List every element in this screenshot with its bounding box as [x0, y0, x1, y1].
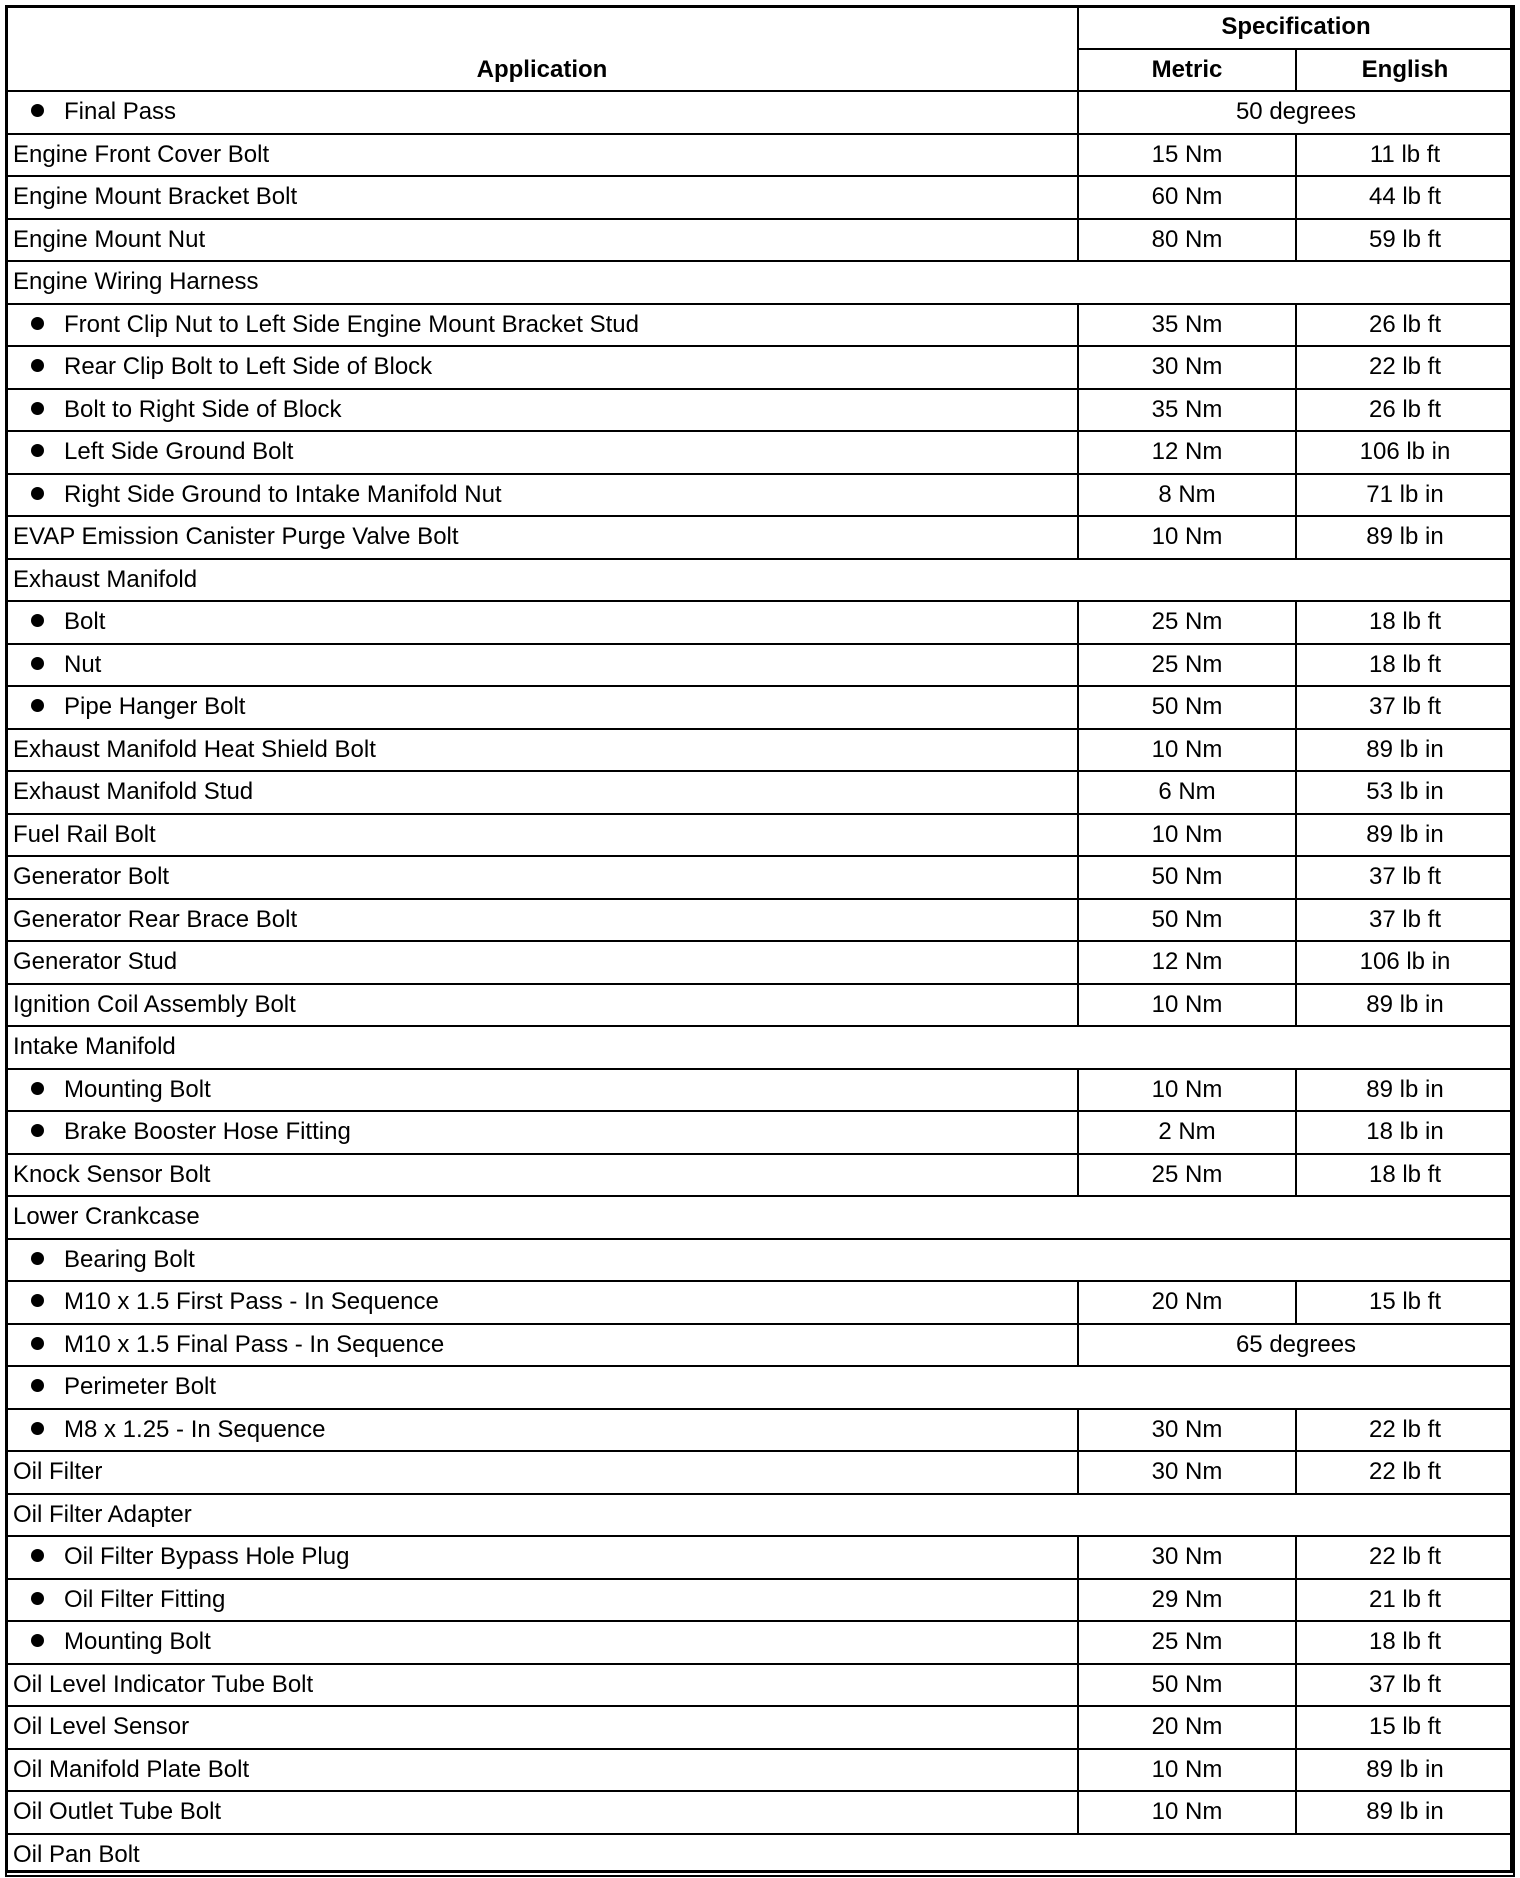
- english-value: 106 lb in: [1296, 431, 1514, 474]
- application-label: Bolt to Right Side of Block: [64, 395, 342, 423]
- english-value: 37 lb ft: [1296, 1664, 1514, 1707]
- metric-value: 50 Nm: [1078, 1664, 1296, 1707]
- application-cell: [6, 1196, 1514, 1239]
- table-row: [6, 1111, 1514, 1154]
- application-cell: [6, 559, 1514, 602]
- metric-value: 50 Nm: [1078, 856, 1296, 899]
- application-label: Generator Rear Brace Bolt: [13, 905, 298, 933]
- application-cell: [6, 1324, 1078, 1367]
- application-label: Engine Front Cover Bolt: [13, 140, 270, 168]
- bullet-icon: [31, 444, 44, 457]
- application-cell: [6, 176, 1078, 219]
- application-label: Perimeter Bolt: [64, 1373, 217, 1401]
- table-row: [6, 1324, 1514, 1367]
- english-value: 18 lb in: [1296, 1111, 1514, 1154]
- bullet-icon: [31, 359, 44, 372]
- application-label: Generator Bolt: [13, 863, 170, 891]
- table-row: [6, 176, 1514, 219]
- application-cell: [6, 1451, 1078, 1494]
- application-label: Engine Wiring Harness: [13, 268, 259, 296]
- application-cell: [6, 1664, 1078, 1707]
- english-value: 89 lb in: [1296, 1749, 1514, 1792]
- application-cell: [6, 686, 1078, 729]
- application-label: Rear Clip Bolt to Left Side of Block: [64, 353, 433, 381]
- table-row: [6, 516, 1514, 559]
- application-cell: [6, 91, 1078, 134]
- english-value: 37 lb ft: [1296, 686, 1514, 729]
- bullet-icon: [31, 614, 44, 627]
- metric-value: 10 Nm: [1078, 1749, 1296, 1792]
- english-value: 11 lb ft: [1296, 134, 1514, 177]
- metric-value: 25 Nm: [1078, 601, 1296, 644]
- metric-value: 10 Nm: [1078, 1069, 1296, 1112]
- bullet-icon: [31, 317, 44, 330]
- english-value: 37 lb ft: [1296, 856, 1514, 899]
- metric-value: 30 Nm: [1078, 1409, 1296, 1452]
- table-row: [6, 1154, 1514, 1197]
- english-value: 59 lb ft: [1296, 219, 1514, 262]
- metric-value: 12 Nm: [1078, 941, 1296, 984]
- specification-value: 50 degrees: [1078, 91, 1514, 134]
- english-value: 22 lb ft: [1296, 1409, 1514, 1452]
- torque-spec-sheet: [5, 5, 1513, 1877]
- metric-value: 15 Nm: [1078, 134, 1296, 177]
- application-cell: [6, 1111, 1078, 1154]
- application-label: M8 x 1.25 - In Sequence: [64, 1415, 326, 1443]
- table-row: [6, 1834, 1514, 1877]
- application-label: Oil Filter Bypass Hole Plug: [64, 1543, 350, 1571]
- application-label: Ignition Coil Assembly Bolt: [13, 990, 296, 1018]
- bullet-icon: [31, 487, 44, 500]
- application-cell: [6, 814, 1078, 857]
- application-label: M10 x 1.5 First Pass - In Sequence: [64, 1288, 439, 1316]
- table-row: [6, 1664, 1514, 1707]
- table-row: [6, 1281, 1514, 1324]
- application-label: Lower Crankcase: [13, 1203, 200, 1231]
- metric-value: 80 Nm: [1078, 219, 1296, 262]
- english-value: 89 lb in: [1296, 1791, 1514, 1834]
- application-cell: [6, 1069, 1078, 1112]
- bullet-icon: [31, 657, 44, 670]
- application-cell: [6, 134, 1078, 177]
- application-label: Mounting Bolt: [64, 1075, 211, 1103]
- application-cell: [6, 516, 1078, 559]
- application-label: Oil Level Sensor: [13, 1713, 190, 1741]
- english-value: 18 lb ft: [1296, 1154, 1514, 1197]
- table-row: [6, 91, 1514, 134]
- application-label: Oil Filter: [13, 1458, 103, 1486]
- bullet-icon: [31, 1549, 44, 1562]
- metric-value: 35 Nm: [1078, 304, 1296, 347]
- application-cell: [6, 431, 1078, 474]
- table-row: [6, 1239, 1514, 1282]
- metric-value: 60 Nm: [1078, 176, 1296, 219]
- table-row: [6, 1366, 1514, 1409]
- application-label: Oil Filter Adapter: [13, 1500, 192, 1528]
- application-cell: [6, 856, 1078, 899]
- table-row: [6, 941, 1514, 984]
- application-cell: [6, 1281, 1078, 1324]
- bullet-icon: [31, 1124, 44, 1137]
- application-cell: [6, 1834, 1514, 1877]
- metric-value: 35 Nm: [1078, 389, 1296, 432]
- metric-value: 30 Nm: [1078, 346, 1296, 389]
- metric-value: 10 Nm: [1078, 1791, 1296, 1834]
- bullet-icon: [31, 1634, 44, 1647]
- application-label: Oil Filter Fitting: [64, 1585, 226, 1613]
- application-label: Knock Sensor Bolt: [13, 1160, 211, 1188]
- application-label: Exhaust Manifold Stud: [13, 778, 254, 806]
- english-value: 15 lb ft: [1296, 1706, 1514, 1749]
- metric-value: 20 Nm: [1078, 1281, 1296, 1324]
- english-value: 22 lb ft: [1296, 1451, 1514, 1494]
- bullet-icon: [31, 1379, 44, 1392]
- metric-value: 29 Nm: [1078, 1579, 1296, 1622]
- application-label: M10 x 1.5 Final Pass - In Sequence: [64, 1330, 445, 1358]
- table-row: [6, 856, 1514, 899]
- english-value: 22 lb ft: [1296, 1536, 1514, 1579]
- table-header: [6, 6, 1514, 91]
- application-label: Oil Outlet Tube Bolt: [13, 1798, 222, 1826]
- table-row: [6, 261, 1514, 304]
- application-cell: [6, 644, 1078, 687]
- table-row: [6, 1536, 1514, 1579]
- bullet-icon: [31, 1294, 44, 1307]
- application-label: Fuel Rail Bolt: [13, 820, 156, 848]
- english-value: 26 lb ft: [1296, 389, 1514, 432]
- application-cell: [6, 1579, 1078, 1622]
- application-label: Brake Booster Hose Fitting: [64, 1118, 351, 1146]
- english-value: 18 lb ft: [1296, 1621, 1514, 1664]
- torque-spec-table: [5, 5, 1515, 1877]
- metric-value: 25 Nm: [1078, 644, 1296, 687]
- application-cell: [6, 1154, 1078, 1197]
- application-label: Bearing Bolt: [64, 1245, 195, 1273]
- table-row: [6, 729, 1514, 772]
- metric-value: 50 Nm: [1078, 899, 1296, 942]
- table-row: [6, 771, 1514, 814]
- application-cell: [6, 941, 1078, 984]
- table-row: [6, 644, 1514, 687]
- application-label: Nut: [64, 650, 102, 678]
- english-value: 89 lb in: [1296, 516, 1514, 559]
- bullet-icon: [31, 699, 44, 712]
- table-row: [6, 686, 1514, 729]
- application-label: Intake Manifold: [13, 1033, 176, 1061]
- table-row: [6, 1791, 1514, 1834]
- table-row: [6, 1069, 1514, 1112]
- bullet-icon: [31, 104, 44, 117]
- application-cell: [6, 389, 1078, 432]
- application-label: Generator Stud: [13, 948, 178, 976]
- application-cell: [6, 304, 1078, 347]
- table-row: [6, 1706, 1514, 1749]
- application-cell: [6, 346, 1078, 389]
- table-row: [6, 304, 1514, 347]
- table-row: [6, 474, 1514, 517]
- table-row: [6, 219, 1514, 262]
- bullet-icon: [31, 1082, 44, 1095]
- application-label: Oil Manifold Plate Bolt: [13, 1755, 250, 1783]
- header-row-top: [6, 6, 1514, 49]
- metric-value: 30 Nm: [1078, 1451, 1296, 1494]
- application-label: Exhaust Manifold Heat Shield Bolt: [13, 735, 376, 763]
- metric-value: 30 Nm: [1078, 1536, 1296, 1579]
- application-cell: [6, 899, 1078, 942]
- application-cell: [6, 1494, 1514, 1537]
- bullet-icon: [31, 402, 44, 415]
- application-cell: [6, 1621, 1078, 1664]
- column-header-metric: Metric: [1078, 49, 1296, 92]
- metric-value: 6 Nm: [1078, 771, 1296, 814]
- application-label: Mounting Bolt: [64, 1628, 211, 1656]
- table-row: [6, 899, 1514, 942]
- bullet-icon: [31, 1592, 44, 1605]
- application-cell: [6, 1706, 1078, 1749]
- application-label: Oil Level Indicator Tube Bolt: [13, 1670, 314, 1698]
- metric-value: 20 Nm: [1078, 1706, 1296, 1749]
- application-cell: [6, 1366, 1514, 1409]
- column-header-application: Application: [6, 6, 1078, 91]
- application-cell: [6, 261, 1514, 304]
- metric-value: 10 Nm: [1078, 984, 1296, 1027]
- table-row: [6, 346, 1514, 389]
- application-label: Right Side Ground to Intake Manifold Nut: [64, 480, 502, 508]
- application-label: Bolt: [64, 608, 106, 636]
- specification-value: 65 degrees: [1078, 1324, 1514, 1367]
- metric-value: 12 Nm: [1078, 431, 1296, 474]
- english-value: 37 lb ft: [1296, 899, 1514, 942]
- table-row: [6, 1621, 1514, 1664]
- application-label: Engine Mount Bracket Bolt: [13, 183, 298, 211]
- metric-value: 8 Nm: [1078, 474, 1296, 517]
- application-cell: [6, 1239, 1514, 1282]
- english-value: 71 lb in: [1296, 474, 1514, 517]
- english-value: 44 lb ft: [1296, 176, 1514, 219]
- application-cell: [6, 601, 1078, 644]
- column-header-english: English: [1296, 49, 1514, 92]
- english-value: 26 lb ft: [1296, 304, 1514, 347]
- table-row: [6, 1409, 1514, 1452]
- bullet-icon: [31, 1422, 44, 1435]
- application-label: Front Clip Nut to Left Side Engine Mount Bracket Stud: [64, 310, 639, 338]
- english-value: 21 lb ft: [1296, 1579, 1514, 1622]
- english-value: 18 lb ft: [1296, 601, 1514, 644]
- english-value: 22 lb ft: [1296, 346, 1514, 389]
- table-row: [6, 984, 1514, 1027]
- metric-value: 25 Nm: [1078, 1154, 1296, 1197]
- application-label: Exhaust Manifold: [13, 565, 198, 593]
- application-label: Left Side Ground Bolt: [64, 438, 294, 466]
- column-header-specification: Specification: [1078, 6, 1514, 49]
- application-cell: [6, 1791, 1078, 1834]
- english-value: 89 lb in: [1296, 814, 1514, 857]
- english-value: 106 lb in: [1296, 941, 1514, 984]
- application-cell: [6, 219, 1078, 262]
- table-row: [6, 431, 1514, 474]
- bullet-icon: [31, 1252, 44, 1265]
- table-row: [6, 1579, 1514, 1622]
- metric-value: 50 Nm: [1078, 686, 1296, 729]
- table-row: [6, 1196, 1514, 1239]
- application-cell: [6, 1749, 1078, 1792]
- table-row: [6, 559, 1514, 602]
- table-row: [6, 1026, 1514, 1069]
- metric-value: 10 Nm: [1078, 516, 1296, 559]
- table-row: [6, 389, 1514, 432]
- metric-value: 2 Nm: [1078, 1111, 1296, 1154]
- application-label: Pipe Hanger Bolt: [64, 693, 246, 721]
- application-label: Final Pass: [64, 98, 177, 126]
- table-row: [6, 1749, 1514, 1792]
- english-value: 18 lb ft: [1296, 644, 1514, 687]
- table-row: [6, 1494, 1514, 1537]
- application-cell: [6, 1536, 1078, 1579]
- table-row: [6, 1451, 1514, 1494]
- application-cell: [6, 1409, 1078, 1452]
- application-label: EVAP Emission Canister Purge Valve Bolt: [13, 523, 459, 551]
- table-body: [6, 91, 1514, 1876]
- application-cell: [6, 1026, 1514, 1069]
- metric-value: 25 Nm: [1078, 1621, 1296, 1664]
- bullet-icon: [31, 1337, 44, 1350]
- application-cell: [6, 474, 1078, 517]
- table-row: [6, 601, 1514, 644]
- application-label: Engine Mount Nut: [13, 225, 206, 253]
- table-row: [6, 814, 1514, 857]
- english-value: 15 lb ft: [1296, 1281, 1514, 1324]
- english-value: 89 lb in: [1296, 729, 1514, 772]
- application-label: Oil Pan Bolt: [13, 1840, 140, 1868]
- english-value: 89 lb in: [1296, 984, 1514, 1027]
- application-cell: [6, 984, 1078, 1027]
- metric-value: 10 Nm: [1078, 814, 1296, 857]
- application-cell: [6, 771, 1078, 814]
- application-cell: [6, 729, 1078, 772]
- metric-value: 10 Nm: [1078, 729, 1296, 772]
- english-value: 53 lb in: [1296, 771, 1514, 814]
- table-row: [6, 134, 1514, 177]
- english-value: 89 lb in: [1296, 1069, 1514, 1112]
